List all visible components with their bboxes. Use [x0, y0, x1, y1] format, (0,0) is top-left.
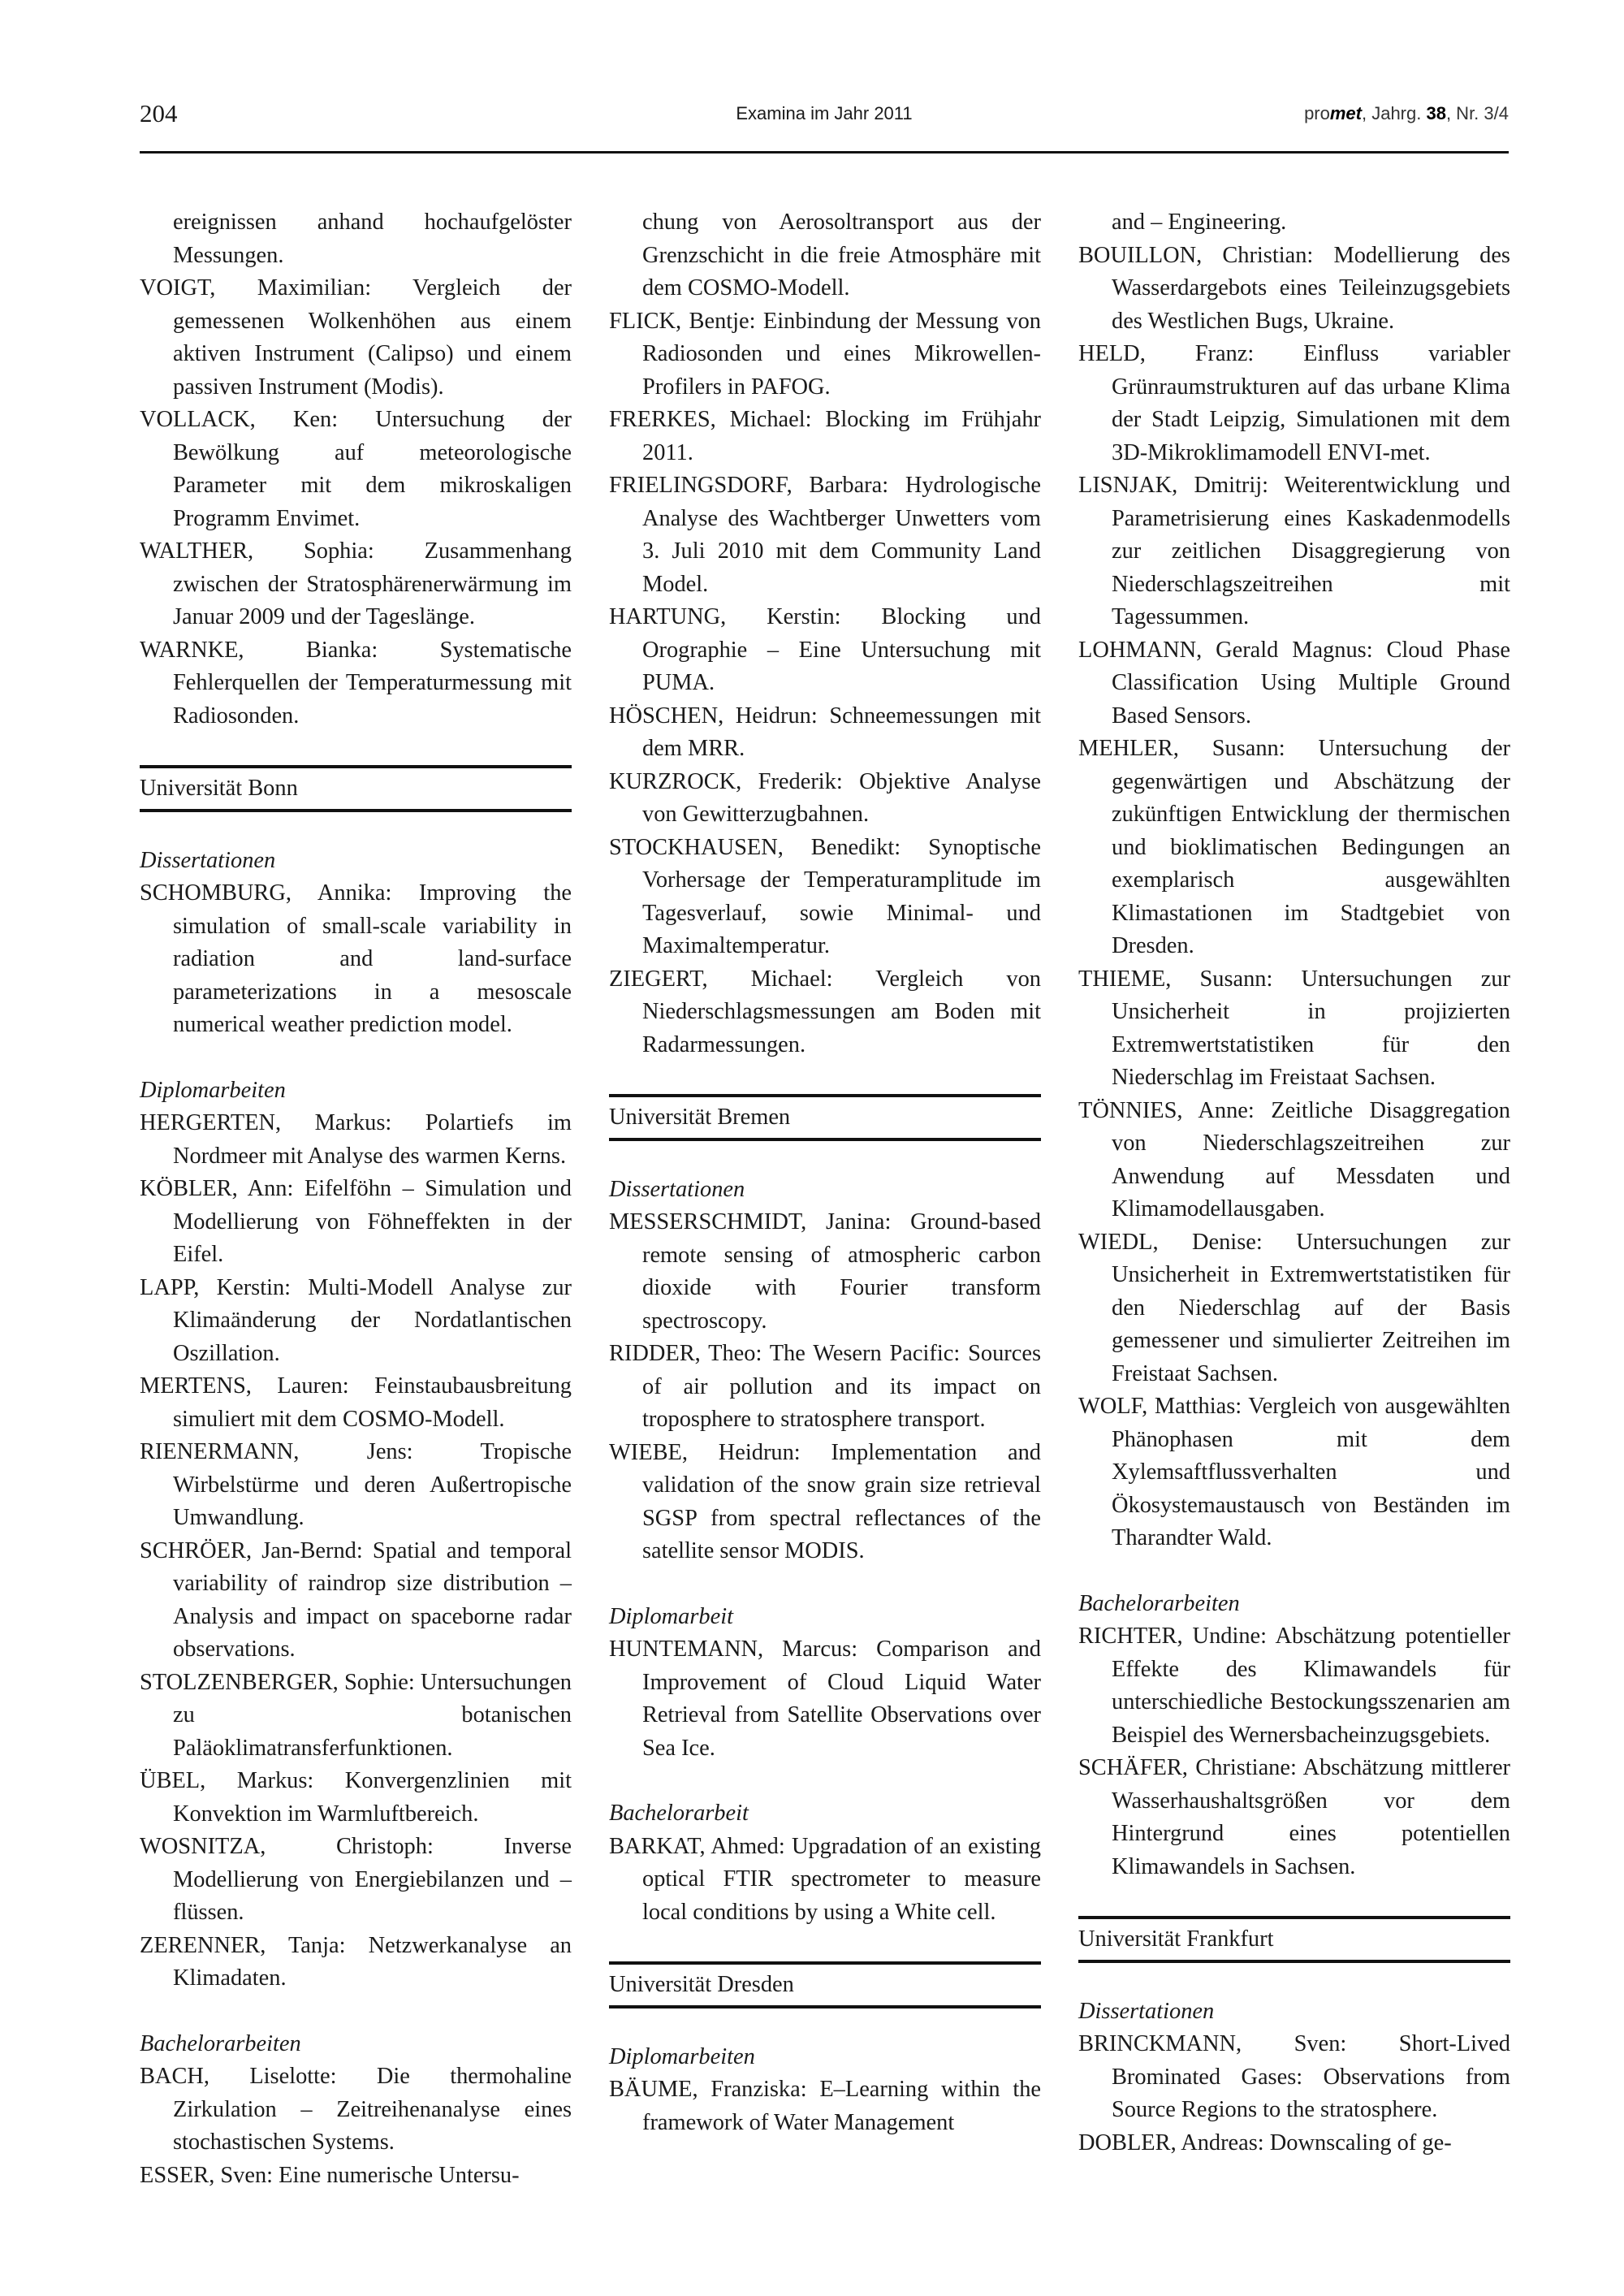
subsection-heading: Bachelorarbeiten	[1078, 1590, 1240, 1616]
journal-issue: , Nr. 3/4	[1445, 103, 1509, 123]
thesis-entry: RIDDER, Theo: The Wesern Pacific: Sources of air pollution and its impact on troposphere to stratosphere transport.	[609, 1341, 1041, 1432]
thesis-entry: BÄUME, Franziska: E–Learning within the framework of Water Management	[609, 2077, 1041, 2135]
thesis-entry: RIENERMANN, Jens: Tropische Wirbelstürme und deren Außertropische Umwandlung.	[140, 1439, 572, 1530]
journal-name-emphasis: met	[1329, 103, 1362, 123]
thesis-entry: KURZROCK, Frederik: Objektive Analyse von Gewitterzugbahnen.	[609, 768, 1041, 827]
entry-list	[140, 2060, 572, 2192]
journal-reference	[1304, 103, 1509, 124]
spacer	[140, 1995, 572, 2028]
thesis-entry: BOUILLON, Christian: Modellierung des Wasserdargebots eines Teileinzugsgebiets des Westlichen Bugs, Ukraine.	[1078, 242, 1510, 334]
thesis-entry: HARTUNG, Kerstin: Blocking und Orographie – Eine Untersuchung mit PUMA.	[609, 604, 1041, 695]
thesis-entry: FRERKES, Michael: Blocking im Frühjahr 2011.	[609, 407, 1041, 465]
thesis-entry: MESSERSCHMIDT, Janina: Ground-based remote sensing of atmospheric carbon dioxide with Fourier transform spectroscopy.	[609, 1209, 1041, 1334]
thesis-entry: FRIELINGSDORF, Barbara: Hydrologische Analyse des Wachtberger Unwetters vom 3. Juli 2010 mit dem Community Land Model.	[609, 473, 1041, 597]
spacer	[609, 1141, 1041, 1174]
university-heading: Universität Bonn	[140, 765, 572, 812]
university-heading: Universität Bremen	[609, 1094, 1041, 1141]
thesis-entry: HELD, Franz: Einfluss variabler Grünraumstrukturen auf das urbane Klima der Stadt Leipzig, Simulationen mit dem 3D-Mikroklimamodell ENVI-met.	[1078, 341, 1510, 465]
thesis-entry: LISNJAK, Dmitrij: Weiterentwicklung und Parametrisierung eines Kaskadenmodells zur zeitlichen Disaggregierung von Niederschlagszeitreihen mit Tagessummen.	[1078, 473, 1510, 629]
thesis-entry: WARNKE, Bianka: Systematische Fehlerquellen der Temperaturmessung mit Radiosonden.	[140, 637, 572, 729]
spacer	[609, 1929, 1041, 1961]
thesis-entry: VOLLACK, Ken: Untersuchung der Bewölkung auf meteorologische Parameter mit dem mikroskaligen Programm Envimet.	[140, 407, 572, 531]
running-title: Examina im Jahr 2011	[736, 103, 913, 123]
thesis-entry: BRINCKMANN, Sven: Short-Lived Brominated Gases: Observations from Source Regions to the stratosphere.	[1078, 2031, 1510, 2122]
journal-year-label: , Jahrg.	[1361, 103, 1427, 123]
spacer	[609, 1765, 1041, 1797]
entry-list	[140, 1107, 572, 1995]
subsection-heading: Diplomarbeit	[609, 1603, 733, 1629]
column-3	[1078, 206, 1510, 2160]
spacer	[140, 812, 572, 845]
header-rule	[140, 151, 1509, 153]
journal-volume: 38	[1426, 103, 1446, 123]
subsection-heading: Dissertationen	[1078, 1998, 1215, 2024]
spacer	[609, 2008, 1041, 2041]
thesis-entry: FLICK, Bentje: Einbindung der Messung von Radiosonden und eines Mikrowellen-Profilers in PAFOG.	[609, 308, 1041, 400]
thesis-entry: TÖNNIES, Anne: Zeitliche Disaggregation von Niederschlagszeitreihen zur Anwendung auf Messdaten und Klimamodellausgaben.	[1078, 1097, 1510, 1222]
spacer	[609, 1062, 1041, 1094]
thesis-entry: WALTHER, Sophia: Zusammenhang zwischen der Stratosphärenerwärmung im Januar 2009 und der Tageslänge.	[140, 538, 572, 629]
spacer	[140, 733, 572, 765]
thesis-entry: SCHOMBURG, Annika: Improving the simulation of small-scale variability in radiation and land-surface parameterizations in a mesoscale numerical weather prediction model.	[140, 880, 572, 1037]
subsection-heading: Diplomarbeiten	[140, 1077, 286, 1103]
thesis-entry: MEHLER, Susann: Untersuchung der gegenwärtigen und Abschätzung der zukünftigen Entwicklung der thermischen und bioklimatischen Bedingungen an exemplarisch ausgewählten Klimastationen im Stadtgebiet von Dresden.	[1078, 736, 1510, 958]
thesis-entry: RICHTER, Undine: Abschätzung potentieller Effekte des Klimawandels für unterschiedliche Bestockungsszenarien am Beispiel des Wernersbacheinzugsgebiets.	[1078, 1624, 1510, 1748]
page-number: 204	[140, 99, 178, 128]
thesis-entry: SCHÄFER, Christiane: Abschätzung mittlerer Wasserhaushaltsgrößen vor dem Hintergrund eines potentiellen Klimawandels in Sachsen.	[1078, 1755, 1510, 1879]
entry-list	[1078, 2028, 1510, 2160]
spacer	[1078, 1883, 1510, 1916]
thesis-entry: STOLZENBERGER, Sophie: Untersuchungen zu botanischen Paläoklimatransferfunktionen.	[140, 1669, 572, 1761]
thesis-entry: WOSNITZA, Christoph: Inverse Modellierung von Energiebilanzen und –flüssen.	[140, 1834, 572, 1925]
entry-continuation: ereignissen anhand hochaufgelöster Messungen.	[173, 210, 572, 268]
subsection-heading: Dissertationen	[140, 847, 276, 873]
entry-list	[1078, 1620, 1510, 1883]
thesis-entry: SCHRÖER, Jan-Bernd: Spatial and temporal variability of raindrop size distribution – Analysis and impact on spaceborne radar observations.	[140, 1537, 572, 1662]
thesis-entry: DOBLER, Andreas: Downscaling of ge-	[1078, 2130, 1452, 2155]
thesis-entry: HERGERTEN, Markus: Polartiefs im Nordmeer mit Analyse des warmen Kerns.	[140, 1110, 572, 1169]
subsection-heading: Diplomarbeiten	[609, 2043, 755, 2069]
thesis-entry: MERTENS, Lauren: Feinstaubausbreitung simuliert mit dem COSMO-Modell.	[140, 1373, 572, 1432]
university-heading: Universität Dresden	[609, 1961, 1041, 2008]
entry-continuation: chung von Aerosoltransport aus der Grenzschicht in die freie Atmosphäre mit dem COSMO-Modell.	[642, 210, 1041, 301]
university-heading: Universität Frankfurt	[1078, 1916, 1510, 1963]
subsection-heading: Bachelorarbeit	[609, 1801, 749, 1826]
entry-continuation: and – Engineering.	[1112, 210, 1287, 235]
thesis-entry: ZIEGERT, Michael: Vergleich von Niederschlagsmessungen am Boden mit Radarmessungen.	[609, 966, 1041, 1057]
spacer	[609, 1568, 1041, 1601]
thesis-entry: THIEME, Susann: Untersuchungen zur Unsicherheit in projizierten Extremwertstatistiken für den Niederschlag im Freistaat Sachsen.	[1078, 966, 1510, 1090]
thesis-entry: HÖSCHEN, Heidrun: Schneemessungen mit dem MRR.	[609, 703, 1041, 761]
entry-list	[609, 305, 1041, 1062]
thesis-entry: HUNTEMANN, Marcus: Comparison and Improvement of Cloud Liquid Water Retrieval from Satellite Observations over Sea Ice.	[609, 1637, 1041, 1761]
spacer	[1078, 1555, 1510, 1588]
thesis-entry: ÜBEL, Markus: Konvergenzlinien mit Konvektion im Warmluftbereich.	[140, 1768, 572, 1827]
page-header	[140, 99, 1509, 148]
thesis-entry: ZERENNER, Tanja: Netzwerkanalyse an Klimadaten.	[140, 1932, 572, 1991]
entry-list	[609, 1206, 1041, 1568]
entry-list	[609, 1831, 1041, 1930]
column-2	[609, 206, 1041, 2139]
subsection-heading: Bachelorarbeiten	[140, 2030, 301, 2056]
journal-name-prefix: pro	[1304, 103, 1330, 123]
thesis-entry: ESSER, Sven: Eine numerische Untersu-	[140, 2162, 520, 2188]
spacer	[1078, 1963, 1510, 1995]
entry-list	[1078, 240, 1510, 1555]
thesis-entry: LOHMANN, Gerald Magnus: Cloud Phase Classification Using Multiple Ground Based Sensors.	[1078, 637, 1510, 729]
spacer	[140, 1042, 572, 1074]
entry-list	[609, 1633, 1041, 1765]
thesis-entry: KÖBLER, Ann: Eifelföhn – Simulation und Modellierung von Föhneffekten in der Eifel.	[140, 1176, 572, 1267]
thesis-entry: WOLF, Matthias: Vergleich von ausgewählten Phänophasen mit dem Xylemsaftflussverhalten und Ökosystemaustausch von Beständen im Tharandter Wald.	[1078, 1394, 1510, 1550]
thesis-entry: BARKAT, Ahmed: Upgradation of an existing optical FTIR spectrometer to measure local conditions by using a White cell.	[609, 1833, 1041, 1925]
thesis-entry: VOIGT, Maximilian: Vergleich der gemessenen Wolkenhöhen aus einem aktiven Instrument (Calipso) und einem passiven Instrument (Modis).	[140, 275, 572, 400]
entry-list	[609, 2073, 1041, 2139]
thesis-entry: BACH, Liselotte: Die thermohaline Zirkulation – Zeitreihenanalyse eines stochastischen Systems.	[140, 2064, 572, 2155]
entry-list	[140, 877, 572, 1042]
thesis-entry: WIEBE, Heidrun: Implementation and validation of the snow grain size retrieval SGSP from spectral reflectances of the satellite sensor MODIS.	[609, 1439, 1041, 1563]
thesis-entry: LAPP, Kerstin: Multi-Modell Analyse zur Klimaänderung der Nordatlantischen Oszillation.	[140, 1274, 572, 1366]
column-1	[140, 206, 572, 2192]
thesis-entry: WIEDL, Denise: Untersuchungen zur Unsicherheit in Extremwertstatistiken für den Niederschlag auf der Basis gemessener und simulierter Zeitreihen im Freistaat Sachsen.	[1078, 1229, 1510, 1386]
subsection-heading: Dissertationen	[609, 1176, 745, 1202]
thesis-entry: STOCKHAUSEN, Benedikt: Synoptische Vorhersage der Temperaturamplitude im Tagesverlauf, sowie Minimal- und Maximaltemperatur.	[609, 834, 1041, 958]
entry-list	[140, 272, 572, 733]
